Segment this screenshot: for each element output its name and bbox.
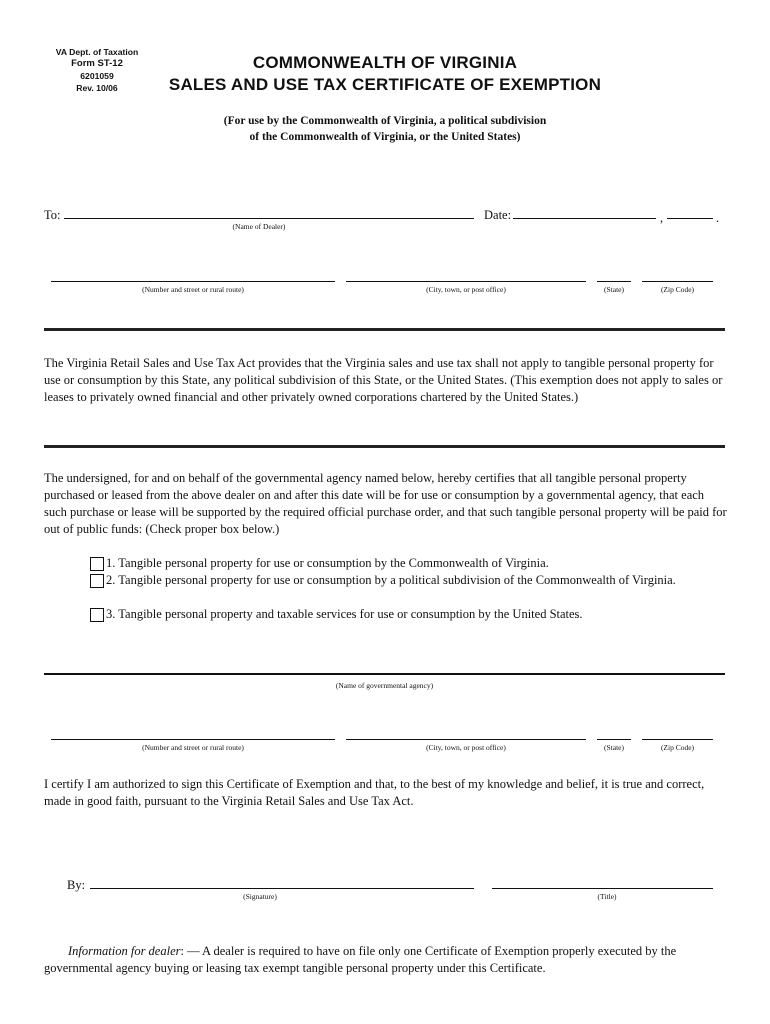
- info-text: : — A dealer is required to have on file only one Certificate of Exemption properly executed by the governmental agency buying or leasing tax exempt tangible personal property under this Certificate.: [44, 944, 677, 975]
- checkbox-united-states[interactable]: [90, 608, 104, 622]
- option-political-subdivision: [90, 572, 685, 589]
- date-year-field[interactable]: [667, 218, 713, 219]
- title-caption: (Title): [597, 892, 617, 901]
- date-month-day-field[interactable]: [513, 218, 656, 219]
- dealer-information: [44, 943, 728, 977]
- signature-field[interactable]: [90, 888, 474, 889]
- form-number: Form ST-12: [71, 58, 123, 69]
- by-label: By:: [67, 878, 86, 892]
- page-title: [140, 52, 630, 96]
- info-label: Information for dealer: [68, 944, 181, 958]
- option-label: 2. Tangible personal property for use or consumption by a political subdivision of the Commonwealth of Virginia.: [106, 573, 676, 587]
- page-subtitle: [140, 113, 630, 145]
- section-divider: [44, 445, 725, 448]
- agency-street-caption: (Number and street or rural route): [142, 743, 244, 752]
- checkbox-political-subdivision[interactable]: [90, 574, 104, 588]
- agency-street-field[interactable]: [51, 739, 335, 740]
- certification-paragraph: The undersigned, for and on behalf of the governmental agency named below, hereby certifies that all tangible personal property purchased or leased from the above dealer on and after this date will be for use or consumption by a governmental agency, that each such purchase or lease will be supported by the required official purchase order, and that such tangible personal property will be paid for out of public funds: (Check proper box below.): [44, 471, 727, 536]
- date-period: .: [716, 211, 720, 225]
- dealer-city-caption: (City, town, or post office): [426, 285, 506, 294]
- date-label: Date:: [484, 208, 512, 222]
- dealer-zip-caption: (Zip Code): [660, 285, 695, 294]
- subtitle-line-1: (For use by the Commonwealth of Virginia, a political subdivision: [223, 115, 547, 127]
- agency-name-caption: (Name of governmental agency): [335, 681, 434, 690]
- agency-state-caption: (State): [604, 743, 624, 752]
- agency-zip-caption: (Zip Code): [660, 743, 695, 752]
- dealer-zip-field[interactable]: [642, 281, 713, 282]
- dept-name: VA Dept. of Taxation: [55, 47, 139, 57]
- option-label: 3. Tangible personal property and taxable services for use or consumption by the United States.: [106, 607, 583, 621]
- to-label: To:: [44, 208, 61, 222]
- dealer-street-caption: (Number and street or rural route): [142, 285, 244, 294]
- signature-caption: (Signature): [243, 892, 277, 901]
- title-line-2: SALES AND USE TAX CERTIFICATE OF EXEMPTION: [168, 75, 602, 94]
- title-field[interactable]: [492, 888, 713, 889]
- agency-name-field[interactable]: [44, 673, 725, 675]
- dealer-state-caption: (State): [604, 285, 624, 294]
- authorization-paragraph: I certify I am authorized to sign this Certificate of Exemption and that, to the best of my knowledge and belief, it is true and correct, made in good faith, pursuant to the Virginia Retail Sales and Use Tax Act.: [44, 777, 705, 808]
- agency-zip-field[interactable]: [642, 739, 713, 740]
- checkbox-commonwealth[interactable]: [90, 557, 104, 571]
- date-separator: ,: [660, 211, 664, 225]
- option-commonwealth: [90, 555, 690, 572]
- act-paragraph: The Virginia Retail Sales and Use Tax Act provides that the Virginia sales and use tax shall not apply to tangible personal property for use or consumption by this State, any political subdivision of this State, or the United States. (This exemption does not apply to sales or leases to privately owned financial and other privately owned corporations chartered by the United States.): [44, 356, 723, 404]
- catalog-number: 6201059: [80, 71, 114, 81]
- subtitle-line-2: of the Commonwealth of Virginia, or the United States): [249, 131, 521, 143]
- dealer-state-field[interactable]: [597, 281, 631, 282]
- revision: Rev. 10/06: [76, 83, 118, 93]
- agency-state-field[interactable]: [597, 739, 631, 740]
- agency-city-field[interactable]: [346, 739, 586, 740]
- dealer-name-field[interactable]: [64, 218, 474, 219]
- section-divider: [44, 328, 725, 331]
- dealer-city-field[interactable]: [346, 281, 586, 282]
- form-meta: [48, 46, 146, 94]
- dealer-street-field[interactable]: [51, 281, 335, 282]
- option-united-states: [90, 606, 690, 623]
- dealer-name-caption: (Name of Dealer): [232, 222, 286, 231]
- option-label: 1. Tangible personal property for use or consumption by the Commonwealth of Virginia.: [106, 556, 549, 570]
- agency-city-caption: (City, town, or post office): [426, 743, 506, 752]
- title-line-1: COMMONWEALTH OF VIRGINIA: [252, 53, 518, 72]
